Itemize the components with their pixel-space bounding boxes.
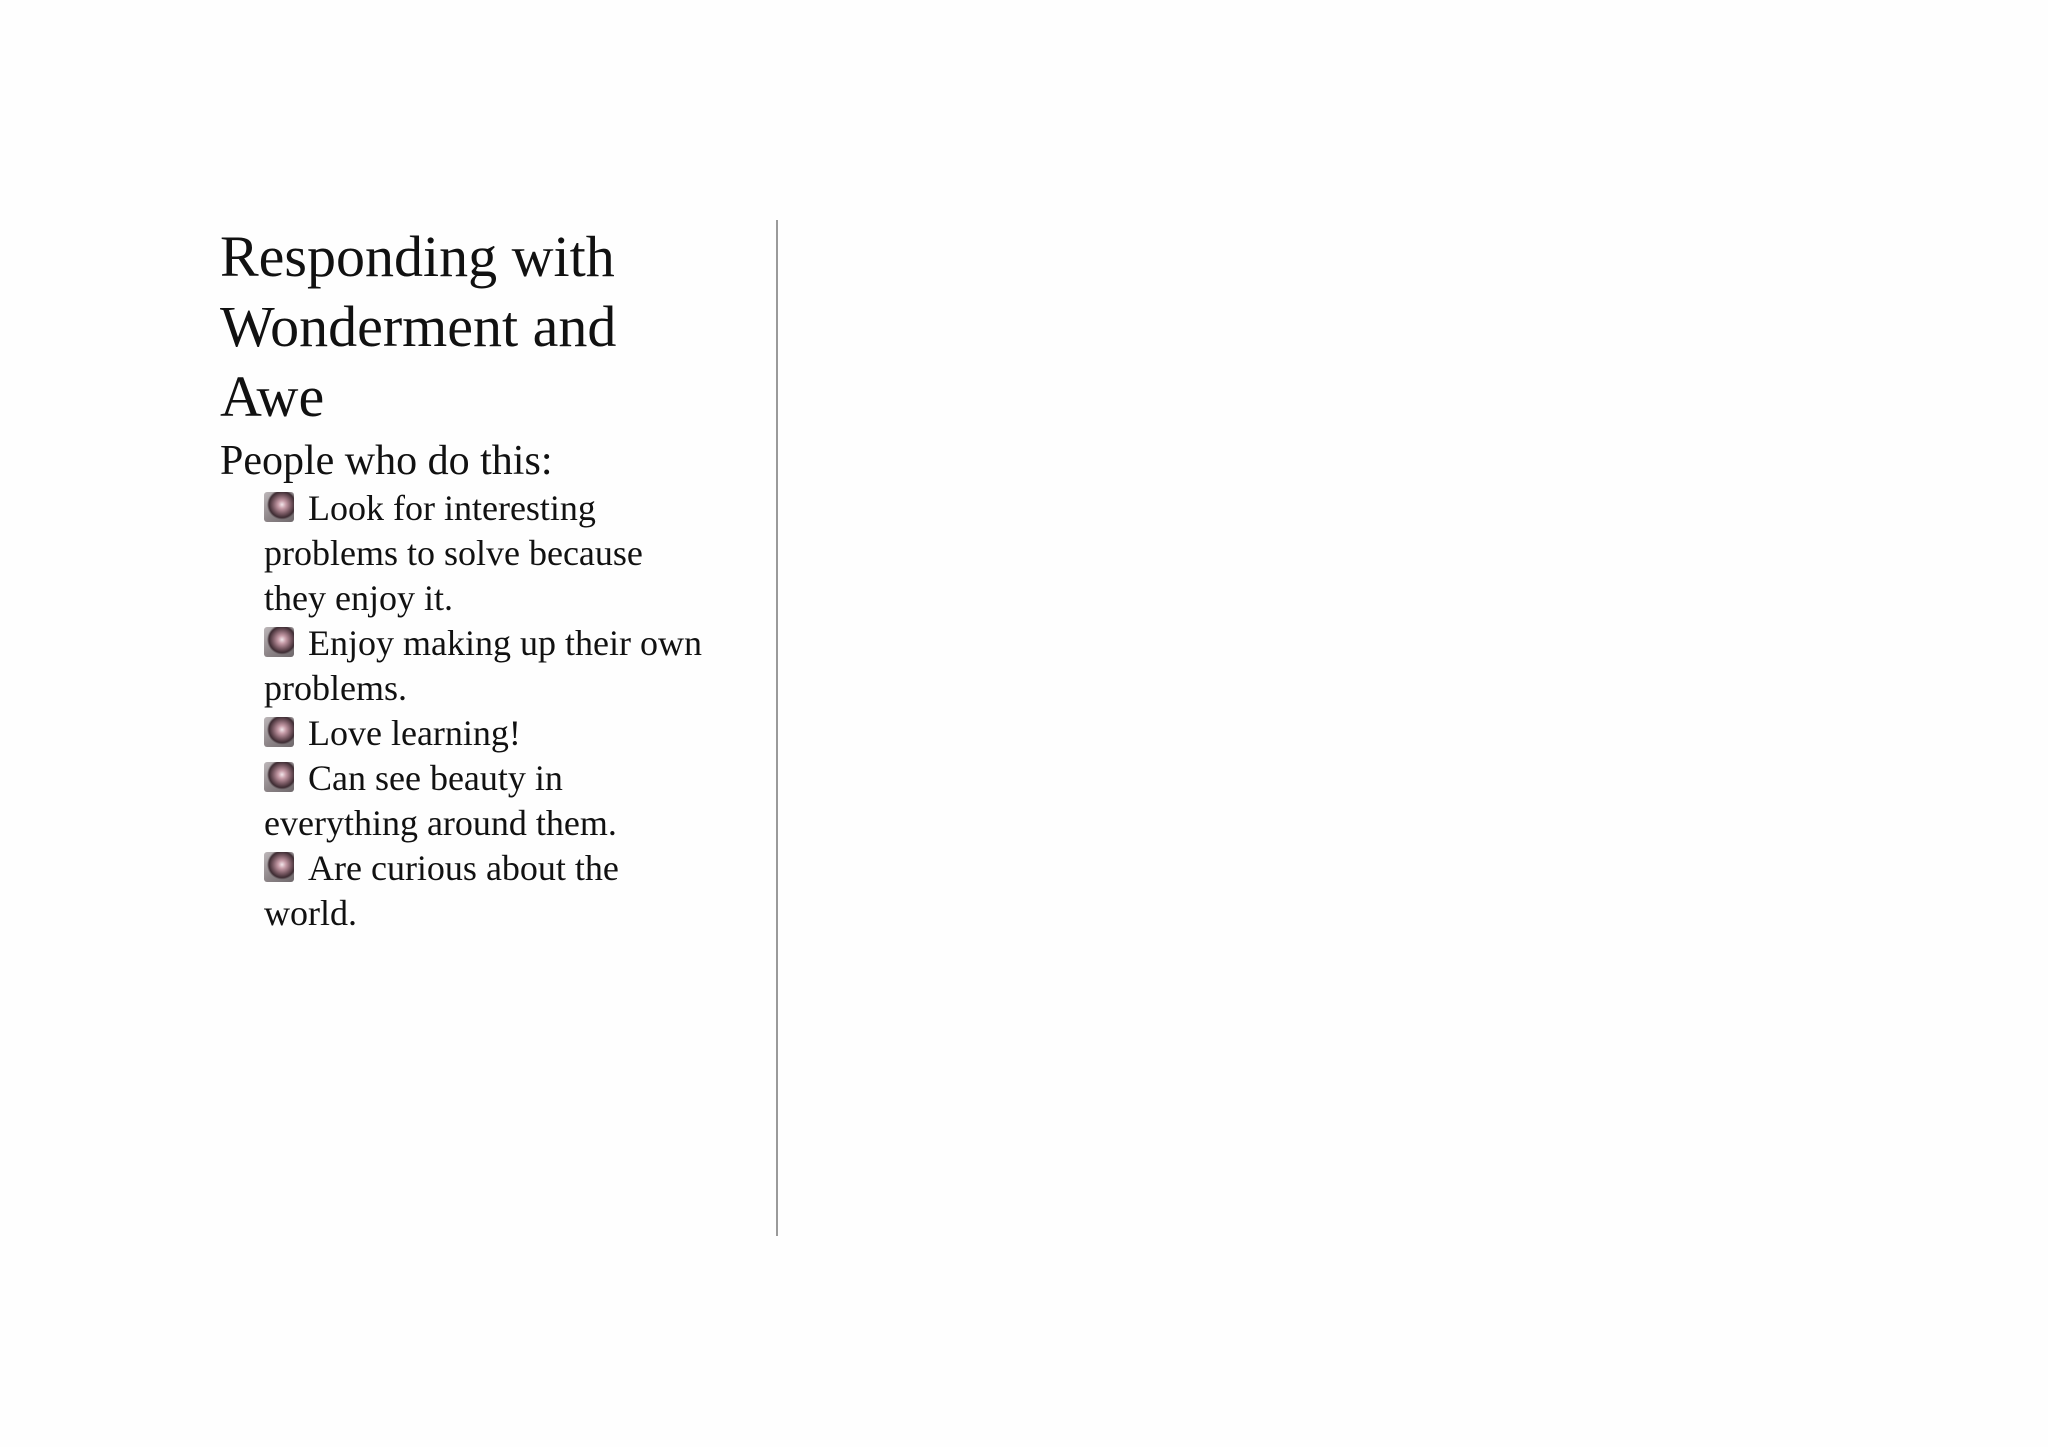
list-item-text: Enjoy making up their own problems.	[264, 623, 702, 708]
sphere-bullet-icon	[264, 717, 294, 747]
list-item	[264, 846, 704, 936]
list-item-text: Look for interesting problems to solve because they enjoy it.	[264, 488, 643, 618]
list-item-text: Can see beauty in everything around them.	[264, 758, 617, 843]
list-item	[264, 711, 704, 756]
column-divider	[776, 220, 778, 1236]
page-title: Responding with Wonderment and Awe	[220, 224, 617, 429]
intro-text: People who do this:	[220, 438, 553, 484]
sphere-bullet-icon	[264, 852, 294, 882]
list-item-text: Love learning!	[308, 713, 521, 753]
list-item	[264, 621, 704, 711]
list-item	[264, 756, 704, 846]
list-item-text: Are curious about the world.	[264, 848, 619, 933]
left-column	[220, 222, 700, 936]
list-item	[264, 486, 704, 621]
sphere-bullet-icon	[264, 762, 294, 792]
sphere-bullet-icon	[264, 492, 294, 522]
bullet-list	[264, 486, 704, 936]
sphere-bullet-icon	[264, 627, 294, 657]
